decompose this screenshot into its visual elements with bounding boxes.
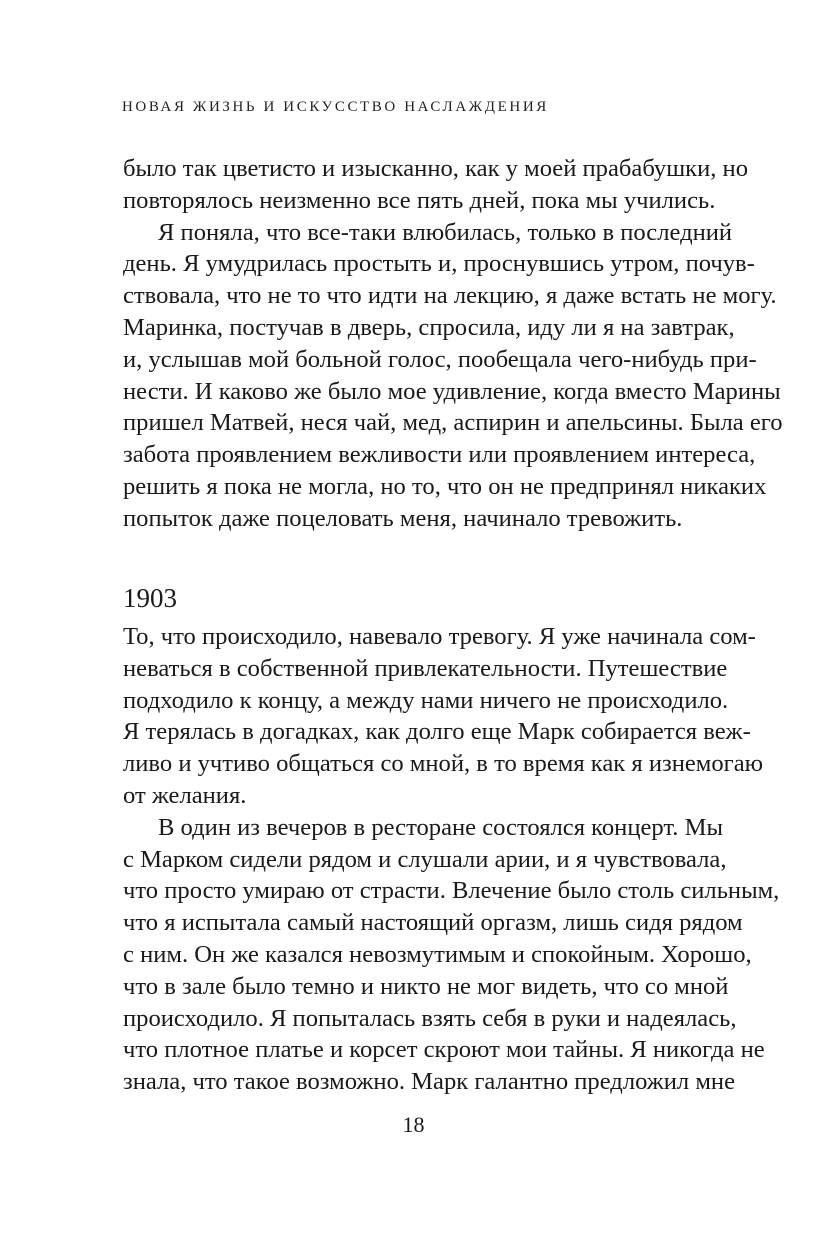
text-line: день. Я умудрилась простыть и, проснувшись утром, почув- <box>123 250 755 278</box>
text-line: было так цветисто и изысканно, как у моей прабабушки, но <box>123 155 748 182</box>
text-line: ливо и учтиво общаться со мной, в то время как я изнемогаю <box>123 750 764 778</box>
text-line: подходило к концу, а между нами ничего не происходило. <box>123 686 729 714</box>
text-line: пришел Матвей, неся чай, мед, аспирин и апельсины. Была его <box>123 409 783 437</box>
text-line: с Марком сидели рядом и слушали арии, и я чувствовала, <box>123 845 727 873</box>
page-number: 18 <box>402 1112 425 1137</box>
text-line: попыток даже поцеловать меня, начинало тревожить. <box>123 504 683 532</box>
text-line: происходило. Я попыталась взять себя в руки и надеялась, <box>123 1004 737 1032</box>
text-line: В один из вечеров в ресторане состоялся концерт. Мы <box>158 813 723 841</box>
text-line: нести. И каково же было мое удивление, когда вместо Марины <box>123 377 781 405</box>
text-line: от желания. <box>123 781 247 809</box>
text-line: и, услышав мой больной голос, пообещала чего-нибудь при- <box>123 345 757 373</box>
text-line: что просто умираю от страсти. Влечение было столь сильным, <box>123 877 780 905</box>
text-line: Я терялась в догадках, как долго еще Марк собирается веж- <box>123 718 751 746</box>
text-line: Я поняла, что все-таки влюбилась, только в последний <box>158 218 733 246</box>
text-line: ствовала, что не то что идти на лекцию, я даже встать не могу. <box>123 282 777 310</box>
text-line: решить я пока не могла, но то, что он не предпринял никаких <box>123 472 767 500</box>
text-line: повторялось неизменно все пять дней, пока мы учились. <box>123 186 716 214</box>
text-line: неваться в собственной привлекательности. Путешествие <box>123 654 728 682</box>
text-line: знала, что такое возможно. Марк галантно предложил мне <box>123 1068 735 1096</box>
text-line: с ним. Он же казался невозмутимым и спокойным. Хорошо, <box>123 940 752 968</box>
text-line: забота проявлением вежливости или проявлением интереса, <box>123 441 756 469</box>
text-section-1 <box>123 153 783 535</box>
text-line: что плотное платье и корсет скроют мои тайны. Я никогда не <box>123 1036 765 1064</box>
text-line: То, что происходило, навевало тревогу. Я уже начинала сом- <box>123 623 756 650</box>
running-head: НОВАЯ ЖИЗНЬ И ИСКУССТВО НАСЛАЖДЕНИЯ <box>122 99 549 115</box>
section-heading: 1903 <box>123 583 177 613</box>
text-line: что я испытала самый настоящий оргазм, лишь сидя рядом <box>123 909 743 937</box>
text-section-2 <box>123 621 780 1098</box>
text-line: Маринка, постучав в дверь, спросила, иду ли я на завтрак, <box>123 313 735 341</box>
text-line: что в зале было темно и никто не мог видеть, что со мной <box>123 972 729 1000</box>
